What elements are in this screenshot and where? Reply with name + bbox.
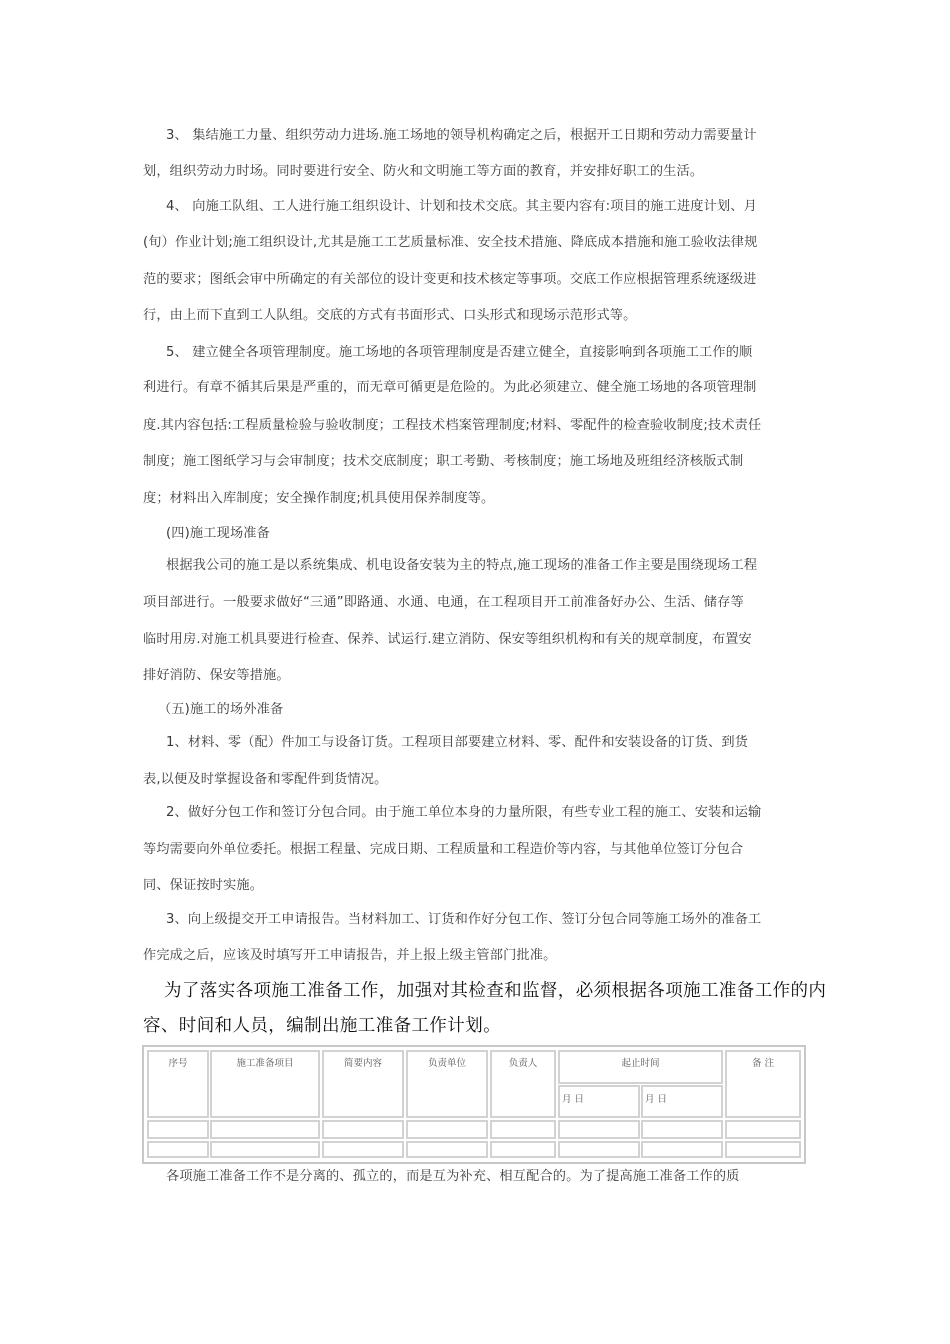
table-row-cell xyxy=(725,1120,801,1139)
paragraph-line: 临时用房.对施工机具要进行检查、保养、试运行.建立消防、保安等组织机构和有关的规章制度，布置安 xyxy=(143,632,752,647)
table-row-cell xyxy=(210,1141,320,1158)
table-row-cell xyxy=(490,1120,556,1139)
paragraph-line: 利进行。有章不循其后果是严重的，而无章可循更是危险的。为此必须建立、健全施工场地的各项管理制 xyxy=(143,380,757,395)
table-row-cell xyxy=(210,1120,320,1139)
table-header-end: 月 日 xyxy=(641,1085,723,1118)
paragraph-line: 各项施工准备工作不是分离的、孤立的，而是互为补充、相互配合的。为了提高施工准备工作的质 xyxy=(166,1169,740,1184)
table-row-cell xyxy=(641,1141,723,1158)
table-header-seq: 序号 xyxy=(147,1050,209,1118)
paragraph-line: 度.其内容包括:工程质量检验与验收制度；工程技术档案管理制度;材料、零配件的检查验收制度;技术责任 xyxy=(143,418,762,433)
table-header-unit: 负责单位 xyxy=(406,1050,488,1118)
table-row-cell xyxy=(147,1141,209,1158)
paragraph-line: 2、做好分包工作和签订分包合同。由于施工单位本身的力量所限，有些专业工程的施工、安装和运输 xyxy=(166,805,762,820)
table-header-person: 负责人 xyxy=(490,1050,556,1118)
table-row-cell xyxy=(558,1141,640,1158)
table-row-cell xyxy=(147,1120,209,1139)
table-header-start: 月 日 xyxy=(558,1085,640,1118)
paragraph-line: 同、保证按时实施。 xyxy=(143,878,264,893)
paragraph-line: 表,以便及时掌握设备和零配件到货情况。 xyxy=(143,772,388,787)
paragraph-line: 1、材料、零（配）件加工与设备订货。工程项目部要建立材料、零、配件和安装设备的订货、到货 xyxy=(166,735,749,750)
section-heading: （五)施工的场外准备 xyxy=(158,702,284,717)
table-row-cell xyxy=(641,1120,723,1139)
table-row-cell xyxy=(490,1141,556,1158)
paragraph-line: 4、 向施工队组、工人进行施工组织设计、计划和技术交底。其主要内容有:项目的施工进度计划、月 xyxy=(166,199,757,214)
paragraph-line: 划，组织劳动力时场。同时要进行安全、防火和文明施工等方面的教育，并安排好职工的生活。 xyxy=(143,164,704,179)
paragraph-line: 3、 集结施工力量、组织劳动力进场.施工场地的领导机构确定之后，根据开工日期和劳动力需要量计 xyxy=(166,128,757,143)
preparation-plan-table xyxy=(142,1045,806,1164)
table-row-cell xyxy=(725,1141,801,1158)
section-heading: (四)施工现场准备 xyxy=(166,526,270,541)
table-row-cell xyxy=(322,1120,404,1139)
paragraph-line: 制度；施工图纸学习与会审制度；技术交底制度；职工考勤、考核制度；施工场地及班组经济核版式制 xyxy=(143,454,744,469)
paragraph-line: 5、 建立健全各项管理制度。施工场地的各项管理制度是否建立健全，直接影响到各项施工工作的顺 xyxy=(166,345,753,360)
paragraph-line: 根据我公司的施工是以系统集成、机电设备安装为主的特点,施工现场的准备工作主要是围绕现场工程 xyxy=(166,558,758,573)
paragraph-line: 度；材料出入库制度；安全操作制度;机具使用保养制度等。 xyxy=(143,491,495,506)
paragraph-line: 排好消防、保安等措施。 xyxy=(143,668,290,683)
emphasis-line: 为了落实各项施工准备工作，加强对其检查和监督，必须根据各项施工准备工作的内 xyxy=(164,981,827,1001)
table-header-remark: 备 注 xyxy=(725,1050,801,1118)
paragraph-line: (旬）作业计划;施工组织设计,尤其是施工工艺质量标准、安全技术措施、降底成本措施和施工验收法律规 xyxy=(143,235,758,250)
paragraph-line: 3、向上级提交开工申请报告。当材料加工、订货和作好分包工作、签订分包合同等施工场外的准备工 xyxy=(166,912,762,927)
paragraph-line: 行，由上而下直到工人队组。交底的方式有书面形式、口头形式和现场示范形式等。 xyxy=(143,308,637,323)
paragraph-line: 等均需要向外单位委托。根据工程量、完成日期、工程质量和工程造价等内容，与其他单位签订分包合 xyxy=(143,842,744,857)
table-row-cell xyxy=(322,1141,404,1158)
paragraph-line: 作完成之后，应该及时填写开工申请报告，并上报上级主管部门批准。 xyxy=(143,948,557,963)
table-header-content: 简要内容 xyxy=(322,1050,404,1118)
table-header-item: 施工准备项目 xyxy=(210,1050,320,1118)
paragraph-line: 项目部进行。一般要求做好“三通”即路通、水通、电通，在工程项目开工前准备好办公、生活、储存等 xyxy=(143,595,744,610)
table-row-cell xyxy=(406,1120,488,1139)
paragraph-line: 范的要求；图纸会审中所确定的有关部位的设计变更和技术核定等事项。交底工作应根据管理系统逐级进 xyxy=(143,272,757,287)
emphasis-line: 容、时间和人员，编制出施工准备工作计划。 xyxy=(143,1016,501,1036)
table-row-cell xyxy=(558,1120,640,1139)
table-header-time: 起止时间 xyxy=(558,1050,723,1084)
table-row-cell xyxy=(406,1141,488,1158)
